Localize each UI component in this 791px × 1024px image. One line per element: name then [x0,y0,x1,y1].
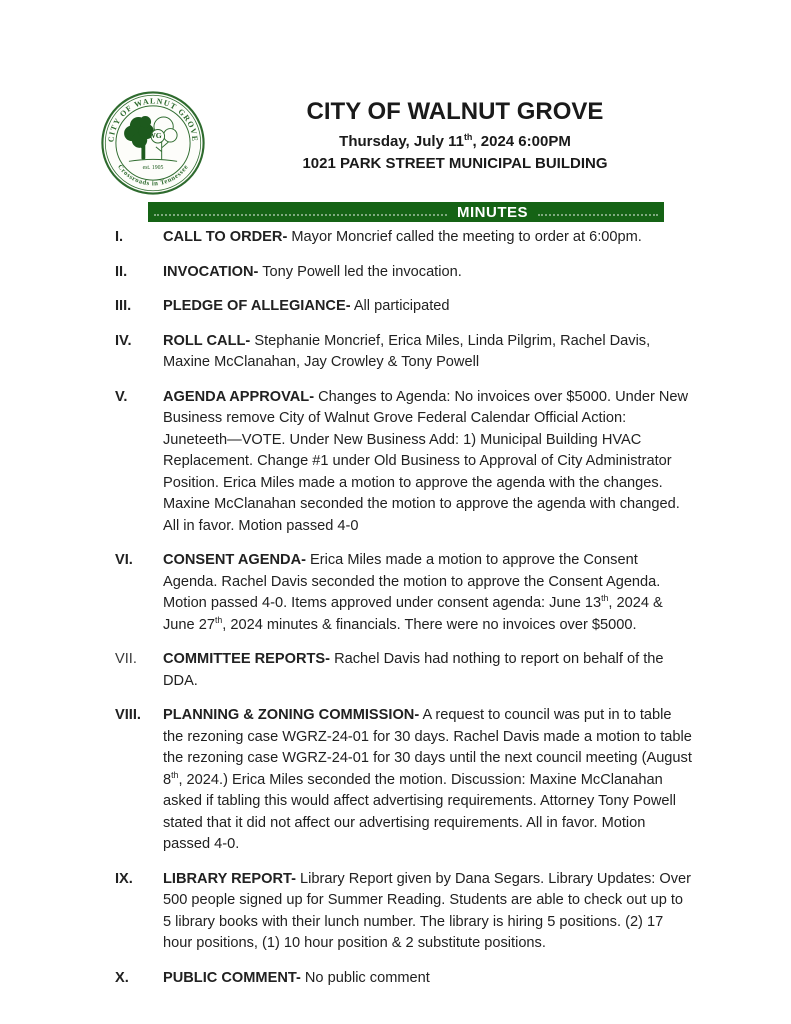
agenda-item-label: PUBLIC COMMENT- [163,969,301,986]
agenda-item-body [163,649,692,692]
agenda-item-numeral: X. [115,969,129,986]
agenda-item-numeral: I. [115,229,124,245]
banner-dotted-leader-right [538,214,658,216]
agenda-item-body [163,705,692,856]
header-text-block [230,98,680,177]
agenda-item-text: Changes to Agenda: No invoices over $5000. Under New Business remove City of Walnut Grove Federal Calendar Official Action: Juneteeth—VOTE. Under New Business Add: 1) Municipal Building HVAC Replacement. Change #1 under Old Business to Approval of City Administrator Position. Erica Miles made a motion to approve the agenda with the changes. Maxine McClanahan seconded the motion to approve the agenda with changed. All in favor. Motion passed 4-0 [163,388,689,534]
agenda-item [115,968,692,990]
agenda-item-label: PLANNING & ZONING COMMISSION- [163,707,420,723]
agenda-item-body [163,387,692,538]
agenda-item-body [163,262,692,284]
agenda-item-body [163,331,692,374]
meeting-location: 1021 PARK STREET MUNICIPAL BUILDING [302,155,608,172]
agenda-item-numeral: II. [115,263,128,280]
agenda-item-text: Tony Powell led the invocation. [262,263,462,280]
agenda-item [115,331,692,374]
seal-established-text: est. 1905 [142,165,164,172]
agenda-item-text: Erica Miles made a motion to approve the Consent Agenda. Rachel Davis seconded the motion to approve the Consent Agenda. Motion passed 4-0. Items approved under consent agenda: June 13th, 2024 & June 27th, 2024 minutes & financials. There were no invoices over $5000. [163,552,663,633]
document-header [0,88,791,198]
agenda-item-numeral: VIII. [115,707,141,723]
agenda-item-numeral: III. [115,298,132,314]
agenda-item [115,869,692,955]
agenda-item-text: Mayor Moncrief called the meeting to order at 6:00pm. [291,229,642,245]
agenda-item-label: COMMITTEE REPORTS- [163,651,331,667]
agenda-item [115,227,692,249]
agenda-item-label: CONSENT AGENDA- [163,552,306,568]
agenda-item-text: A request to council was put in to table the rezoning case WGRZ-24-01 for 30 days. Rachel Davis made a motion to table the rezoning case WGRZ-24-01 for 30 days until the next council meeting (August 8th, 2024.) Erica Miles seconded the motion. Discussion: Maxine McClanahan asked if tabling this would affect advertising requirements. Attorney Tony Powell stated that it did not affect our advertising requirements. All in favor. Motion passed 4-0. [163,707,692,852]
agenda-item [115,649,692,692]
seal-arc-bottom-text: Crossroads in Tennessee [116,163,190,188]
banner-dotted-leader-left [154,214,447,216]
agenda-item-numeral: VII. [115,651,137,667]
agenda-item-numeral: VI. [115,552,133,568]
agenda-item-body [163,550,692,636]
agenda-item-numeral: IX. [115,870,133,887]
agenda-item [115,387,692,538]
agenda-item-body [163,227,692,249]
city-seal-logo [100,90,206,196]
agenda-item-label: PLEDGE OF ALLEGIANCE- [163,298,351,314]
agenda-item-text: Library Report given by Dana Segars. Library Updates: Over 500 people signed up for Summer Reading. Students are able to check out up to 5 library books with their lunch number. The library is hiring 5 positions. (2) 17 hour positions, (1) 10 hour position & 2 substitute positions. [163,870,692,951]
agenda-item-text: Rachel Davis had nothing to report on behalf of the DDA. [163,651,664,689]
agenda-item-label: ROLL CALL- [163,332,251,349]
agenda-item [115,705,692,856]
agenda-item-label: INVOCATION- [163,263,259,280]
agenda-item-label: LIBRARY REPORT- [163,870,296,887]
agenda-item [115,262,692,284]
agenda-item-body [163,968,692,990]
agenda-item-text: Stephanie Moncrief, Erica Miles, Linda Pilgrim, Rachel Davis, Maxine McClanahan, Jay Crowley & Tony Powell [163,332,651,370]
minutes-banner [148,202,664,222]
agenda-item-numeral: V. [115,388,128,405]
agenda-item [115,550,692,636]
seal-monogram: WG [148,131,162,141]
agenda-item [115,296,692,318]
agenda-items-list [115,227,692,1002]
agenda-item-label: AGENDA APPROVAL- [163,388,315,405]
seal-arc-top-text: CITY OF WALNUT GROVE [106,96,200,143]
agenda-item-text: No public comment [304,969,430,986]
banner-title: MINUTES [457,203,528,221]
agenda-item-text: All participated [353,298,450,314]
agenda-item-numeral: IV. [115,332,132,349]
agenda-item-body [163,869,692,955]
agenda-item-label: CALL TO ORDER- [163,229,288,245]
agenda-item-body [163,296,692,318]
meeting-datetime: Thursday, July 11th, 2024 6:00PM [339,132,571,150]
page-title: CITY OF WALNUT GROVE [306,98,604,125]
